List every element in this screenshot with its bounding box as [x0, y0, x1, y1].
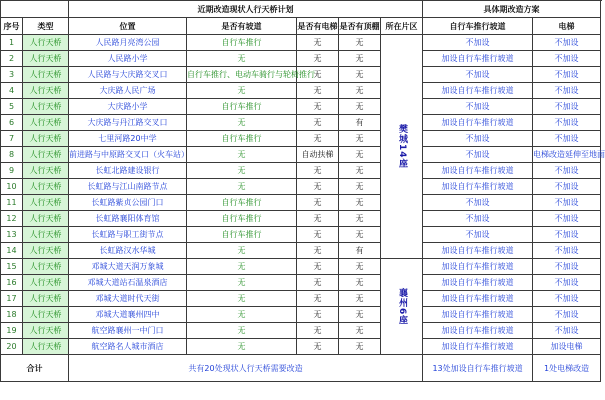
- row-canopy: 无: [339, 163, 381, 179]
- row-elevator: 无: [297, 83, 339, 99]
- row-scheme-ramp: 加设自行车推行坡道: [423, 307, 533, 323]
- row-scheme-ramp: 加设自行车推行坡道: [423, 115, 533, 131]
- row-scheme-elevator: 不加设: [533, 99, 601, 115]
- row-index: 14: [1, 243, 23, 259]
- row-elevator: 无: [297, 339, 339, 355]
- row-scheme-ramp: 加设自行车推行坡道: [423, 275, 533, 291]
- row-ramp: 无: [187, 163, 297, 179]
- col-index-header: 序号: [1, 18, 23, 35]
- row-scheme-elevator: 不加设: [533, 307, 601, 323]
- row-canopy: 无: [339, 35, 381, 51]
- row-elevator: 无: [297, 195, 339, 211]
- row-ramp: 自行车推行: [187, 35, 297, 51]
- row-canopy: 无: [339, 307, 381, 323]
- row-type: 人行天桥: [23, 323, 69, 339]
- row-index: 3: [1, 67, 23, 83]
- row-elevator: 无: [297, 243, 339, 259]
- table-row: [1, 179, 601, 195]
- row-scheme-ramp: 加设自行车推行坡道: [423, 243, 533, 259]
- row-location: 长虹路襄阳体育馆: [69, 211, 187, 227]
- row-type: 人行天桥: [23, 99, 69, 115]
- row-index: 2: [1, 51, 23, 67]
- table-row: [1, 227, 601, 243]
- table-body: [1, 35, 605, 355]
- row-scheme-ramp: 加设自行车推行坡道: [423, 339, 533, 355]
- table-row: [1, 131, 601, 147]
- row-location: 人民路小学: [69, 51, 187, 67]
- table-row: [1, 259, 601, 275]
- row-type: 人行天桥: [23, 259, 69, 275]
- row-canopy: 无: [339, 131, 381, 147]
- row-canopy: 无: [339, 51, 381, 67]
- row-index: 11: [1, 195, 23, 211]
- col-district-header: 所在片区: [381, 18, 423, 35]
- row-scheme-elevator: 不加设: [533, 211, 601, 227]
- row-elevator: 无: [297, 259, 339, 275]
- row-ramp: 无: [187, 323, 297, 339]
- row-index: 6: [1, 115, 23, 131]
- row-location: 邓城大道天润万象城: [69, 259, 187, 275]
- row-ramp: 无: [187, 115, 297, 131]
- row-index: 9: [1, 163, 23, 179]
- row-canopy: 有: [339, 243, 381, 259]
- table-row: [1, 83, 601, 99]
- row-index: 4: [1, 83, 23, 99]
- row-ramp: 自行车推行: [187, 131, 297, 147]
- row-elevator: 无: [297, 35, 339, 51]
- table-row: [1, 275, 601, 291]
- row-canopy: 无: [339, 275, 381, 291]
- row-ramp: 自行车推行: [187, 195, 297, 211]
- row-elevator: 自动扶梯: [297, 147, 339, 163]
- row-index: 19: [1, 323, 23, 339]
- row-elevator: 无: [297, 163, 339, 179]
- row-ramp: 无: [187, 275, 297, 291]
- row-canopy: 无: [339, 195, 381, 211]
- row-elevator: 无: [297, 323, 339, 339]
- row-scheme-elevator: 不加设: [533, 51, 601, 67]
- row-ramp: 无: [187, 307, 297, 323]
- row-location: 人民路月亮湾公园: [69, 35, 187, 51]
- row-type: 人行天桥: [23, 51, 69, 67]
- row-type: 人行天桥: [23, 67, 69, 83]
- row-elevator: 无: [297, 307, 339, 323]
- table-row: [1, 163, 601, 179]
- row-index: 16: [1, 275, 23, 291]
- total-summary: 共有20处现状人行天桥需要改造: [69, 355, 423, 382]
- row-scheme-elevator: 加设电梯: [533, 339, 601, 355]
- row-scheme-elevator: 不加设: [533, 227, 601, 243]
- row-index: 12: [1, 211, 23, 227]
- table-row: [1, 35, 601, 51]
- row-index: 10: [1, 179, 23, 195]
- row-canopy: 无: [339, 83, 381, 99]
- col-ramp-header: 是否有坡道: [187, 18, 297, 35]
- total-elevator: 1处电梯改造: [533, 355, 601, 382]
- row-location: 长虹路与江山南路节点: [69, 179, 187, 195]
- row-location: 七里河路20中学: [69, 131, 187, 147]
- table-row: [1, 323, 601, 339]
- col-location-header: 位置: [69, 18, 187, 35]
- row-elevator: 无: [297, 291, 339, 307]
- row-elevator: 无: [297, 131, 339, 147]
- row-type: 人行天桥: [23, 243, 69, 259]
- col-type-header: 类型: [23, 18, 69, 35]
- row-type: 人行天桥: [23, 35, 69, 51]
- row-type: 人行天桥: [23, 147, 69, 163]
- col-scheme-ramp-header: 自行车推行坡道: [423, 18, 533, 35]
- row-location: 邓城大道襄州四中: [69, 307, 187, 323]
- row-canopy: 无: [339, 291, 381, 307]
- table-row: [1, 147, 601, 163]
- total-label: 合计: [1, 355, 69, 382]
- row-location: 大庆路小学: [69, 99, 187, 115]
- table-row: [1, 339, 601, 355]
- row-scheme-ramp: 加设自行车推行坡道: [423, 83, 533, 99]
- row-elevator: 无: [297, 179, 339, 195]
- row-ramp: 无: [187, 259, 297, 275]
- row-ramp: 无: [187, 51, 297, 67]
- row-scheme-elevator: 不加设: [533, 115, 601, 131]
- row-location: 长虹路紫贞公园门口: [69, 195, 187, 211]
- row-type: 人行天桥: [23, 227, 69, 243]
- table-row: [1, 99, 601, 115]
- row-scheme-ramp: 加设自行车推行坡道: [423, 163, 533, 179]
- district-cell: 樊城14座: [381, 35, 423, 259]
- total-row: [1, 355, 601, 382]
- row-location: 长虹路与职工街节点: [69, 227, 187, 243]
- row-index: 7: [1, 131, 23, 147]
- title-row: [1, 1, 601, 18]
- row-location: 邓城大道时代天街: [69, 291, 187, 307]
- row-type: 人行天桥: [23, 339, 69, 355]
- row-type: 人行天桥: [23, 179, 69, 195]
- row-index: 5: [1, 99, 23, 115]
- table-row: [1, 307, 601, 323]
- row-index: 20: [1, 339, 23, 355]
- row-location: 长虹北路建设银行: [69, 163, 187, 179]
- row-location: 前进路与中原路交叉口（火车站）: [69, 147, 187, 163]
- row-scheme-elevator: 不加设: [533, 243, 601, 259]
- table-row: [1, 291, 601, 307]
- row-elevator: 无: [297, 227, 339, 243]
- row-index: 8: [1, 147, 23, 163]
- district-cell: 襄州6座: [381, 259, 423, 355]
- row-ramp: 无: [187, 83, 297, 99]
- row-location: 长虹路汉水华城: [69, 243, 187, 259]
- row-type: 人行天桥: [23, 195, 69, 211]
- row-scheme-elevator: 不加设: [533, 35, 601, 51]
- row-ramp: 自行车推行: [187, 211, 297, 227]
- row-index: 15: [1, 259, 23, 275]
- row-scheme-elevator: 不加设: [533, 67, 601, 83]
- row-elevator: 无: [297, 67, 339, 83]
- row-index: 17: [1, 291, 23, 307]
- table-row: [1, 67, 601, 83]
- row-canopy: 无: [339, 323, 381, 339]
- row-type: 人行天桥: [23, 211, 69, 227]
- row-scheme-elevator: 不加设: [533, 179, 601, 195]
- row-canopy: 有: [339, 115, 381, 131]
- row-elevator: 无: [297, 51, 339, 67]
- row-canopy: 无: [339, 67, 381, 83]
- row-scheme-ramp: 不加设: [423, 195, 533, 211]
- row-type: 人行天桥: [23, 275, 69, 291]
- row-scheme-ramp: 加设自行车推行坡道: [423, 291, 533, 307]
- row-scheme-ramp: 加设自行车推行坡道: [423, 51, 533, 67]
- row-scheme-elevator: 不加设: [533, 131, 601, 147]
- row-scheme-ramp: 加设自行车推行坡道: [423, 323, 533, 339]
- row-canopy: 无: [339, 147, 381, 163]
- row-ramp: 无: [187, 147, 297, 163]
- row-type: 人行天桥: [23, 307, 69, 323]
- col-elevator-header: 是否有电梯: [297, 18, 339, 35]
- row-elevator: 无: [297, 211, 339, 227]
- row-location: 大庆路人民广场: [69, 83, 187, 99]
- row-scheme-elevator: 不加设: [533, 163, 601, 179]
- row-scheme-ramp: 不加设: [423, 227, 533, 243]
- row-scheme-elevator: 电梯改造延伸至地面: [533, 147, 601, 163]
- row-canopy: 无: [339, 259, 381, 275]
- column-header-row: [1, 18, 601, 35]
- row-canopy: 无: [339, 339, 381, 355]
- row-ramp: 无: [187, 179, 297, 195]
- plan-title: 近期改造现状人行天桥计划: [69, 1, 423, 18]
- row-ramp: 自行车推行、电动车骑行与轮椅推行: [187, 67, 297, 83]
- row-elevator: 无: [297, 115, 339, 131]
- total-ramp: 13处加设自行车推行坡道: [423, 355, 533, 382]
- row-ramp: 无: [187, 291, 297, 307]
- row-scheme-ramp: 不加设: [423, 147, 533, 163]
- row-scheme-ramp: 加设自行车推行坡道: [423, 179, 533, 195]
- row-elevator: 无: [297, 275, 339, 291]
- col-scheme-elevator-header: 电梯: [533, 18, 601, 35]
- col-canopy-header: 是否有顶棚: [339, 18, 381, 35]
- row-type: 人行天桥: [23, 291, 69, 307]
- row-canopy: 无: [339, 227, 381, 243]
- row-scheme-ramp: 不加设: [423, 131, 533, 147]
- row-scheme-elevator: 不加设: [533, 275, 601, 291]
- row-scheme-ramp: 不加设: [423, 67, 533, 83]
- scheme-title: 具体期改造方案: [423, 1, 601, 18]
- row-location: 航空路襄州一中门口: [69, 323, 187, 339]
- row-location: 邓城大道站石温泉酒店: [69, 275, 187, 291]
- row-scheme-elevator: 不加设: [533, 259, 601, 275]
- row-index: 18: [1, 307, 23, 323]
- row-type: 人行天桥: [23, 163, 69, 179]
- row-elevator: 无: [297, 99, 339, 115]
- table-row: [1, 115, 601, 131]
- row-type: 人行天桥: [23, 115, 69, 131]
- row-location: 航空路名人城市酒店: [69, 339, 187, 355]
- row-scheme-ramp: 加设自行车推行坡道: [423, 259, 533, 275]
- row-ramp: 无: [187, 243, 297, 259]
- table-row: [1, 243, 601, 259]
- row-canopy: 无: [339, 211, 381, 227]
- row-type: 人行天桥: [23, 83, 69, 99]
- row-scheme-elevator: 不加设: [533, 83, 601, 99]
- row-location: 人民路与大庆路交叉口: [69, 67, 187, 83]
- row-ramp: 无: [187, 339, 297, 355]
- row-scheme-elevator: 不加设: [533, 195, 601, 211]
- table-row: [1, 195, 601, 211]
- row-location: 大庆路与丹江路交叉口: [69, 115, 187, 131]
- row-type: 人行天桥: [23, 131, 69, 147]
- table-row: [1, 211, 601, 227]
- row-ramp: 自行车推行: [187, 227, 297, 243]
- row-index: 1: [1, 35, 23, 51]
- row-scheme-elevator: 不加设: [533, 291, 601, 307]
- row-scheme-ramp: 不加设: [423, 35, 533, 51]
- title-spacer: [1, 1, 69, 18]
- row-ramp: 自行车推行: [187, 99, 297, 115]
- row-index: 13: [1, 227, 23, 243]
- row-canopy: 无: [339, 179, 381, 195]
- row-scheme-ramp: 不加设: [423, 211, 533, 227]
- table-row: [1, 51, 601, 67]
- row-canopy: 无: [339, 99, 381, 115]
- row-scheme-ramp: 不加设: [423, 99, 533, 115]
- row-scheme-elevator: 不加设: [533, 323, 601, 339]
